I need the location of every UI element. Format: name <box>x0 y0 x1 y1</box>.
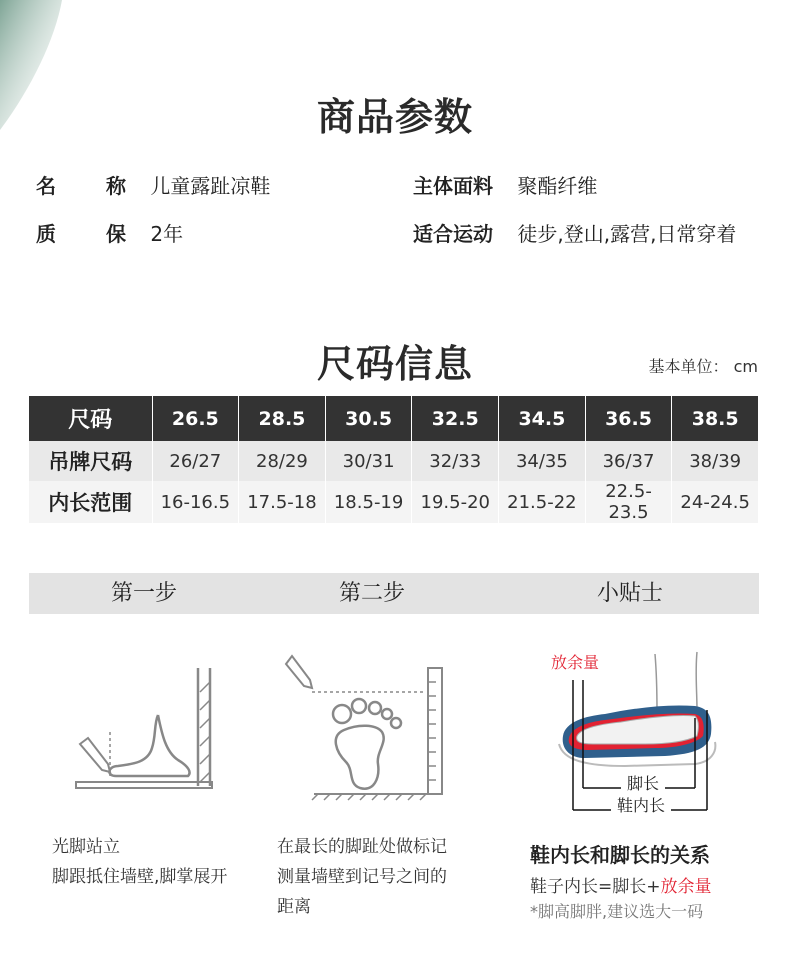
param-warranty-value: 2年 <box>150 222 184 246</box>
step2-label: 第二步 <box>338 581 405 606</box>
size-header: 尺码 <box>29 396 152 441</box>
shoe-inner-length-label: 鞋内长 <box>616 796 666 815</box>
inner-length-cell: 19.5-20 <box>412 481 499 523</box>
tip-formula-prefix: 鞋子内长=脚长+ <box>530 877 661 897</box>
tag-size-cell: 26/27 <box>152 441 239 481</box>
step1-desc-line: 光脚站立 <box>52 837 120 857</box>
step1-description <box>52 832 227 892</box>
size-cell: 38.5 <box>672 396 759 441</box>
tag-size-cell: 32/33 <box>412 441 499 481</box>
step1-label: 第一步 <box>110 581 177 606</box>
step1-illustration <box>70 660 220 795</box>
param-warranty-key: 质 保 <box>36 222 126 246</box>
tip-label: 小贴士 <box>596 581 663 606</box>
tip-formula-highlight: 放余量 <box>660 877 712 897</box>
param-activity-value: 徒步,登山,露营,日常穿着 <box>517 222 737 246</box>
param-activity-key: 适合运动 <box>413 222 493 246</box>
inner-length-cell: 24-24.5 <box>672 481 759 523</box>
inner-length-header: 内长范围 <box>29 481 152 523</box>
tag-size-cell: 28/29 <box>239 441 326 481</box>
inner-length-cell: 16-16.5 <box>152 481 239 523</box>
inner-length-cell: 17.5-18 <box>239 481 326 523</box>
tip-note: *脚高脚胖,建议选大一码 <box>530 902 704 921</box>
param-name-key: 名 称 <box>36 174 126 198</box>
param-name <box>36 170 270 199</box>
size-cell: 34.5 <box>499 396 586 441</box>
step2-description <box>277 832 447 922</box>
param-material-key: 主体面料 <box>413 174 493 198</box>
size-cell: 32.5 <box>412 396 499 441</box>
step2-desc-line: 距离 <box>277 897 311 917</box>
inner-length-cell: 21.5-22 <box>499 481 586 523</box>
param-activity <box>413 218 736 247</box>
tag-size-header: 吊牌尺码 <box>29 441 152 481</box>
size-table <box>29 396 759 523</box>
inner-length-cell: 22.5-23.5 <box>585 481 672 523</box>
tag-size-cell: 36/37 <box>585 441 672 481</box>
param-name-value: 儿童露趾凉鞋 <box>150 174 271 198</box>
param-warranty <box>36 218 183 247</box>
tag-size-cell: 30/31 <box>325 441 412 481</box>
tip-illustration <box>545 648 725 818</box>
inner-length-cell: 18.5-19 <box>325 481 412 523</box>
tag-size-cell: 34/35 <box>499 441 586 481</box>
unit-note: 基本单位： cm <box>648 357 758 376</box>
tag-size-cell: 38/39 <box>672 441 759 481</box>
size-cell: 28.5 <box>239 396 326 441</box>
steps-bar <box>29 573 759 614</box>
tip-formula <box>530 872 712 897</box>
param-material-value: 聚酯纤维 <box>517 174 598 198</box>
step2-desc-line: 测量墙壁到记号之间的 <box>277 867 447 887</box>
step2-desc-line: 在最长的脚趾处做标记 <box>277 837 447 857</box>
size-cell: 36.5 <box>585 396 672 441</box>
foot-length-label: 脚长 <box>626 774 660 793</box>
step2-illustration <box>282 652 447 802</box>
size-row <box>29 396 759 441</box>
tag-size-row <box>29 441 759 481</box>
allowance-label: 放余量 <box>551 653 600 672</box>
size-info-title: 尺码信息 <box>316 342 473 386</box>
product-params-title: 商品参数 <box>316 95 473 139</box>
tip-title: 鞋内长和脚长的关系 <box>530 843 710 867</box>
param-material <box>413 170 597 199</box>
size-cell: 26.5 <box>152 396 239 441</box>
step1-desc-line: 脚跟抵住墙壁,脚掌展开 <box>52 867 228 887</box>
size-cell: 30.5 <box>325 396 412 441</box>
inner-length-row <box>29 481 759 523</box>
